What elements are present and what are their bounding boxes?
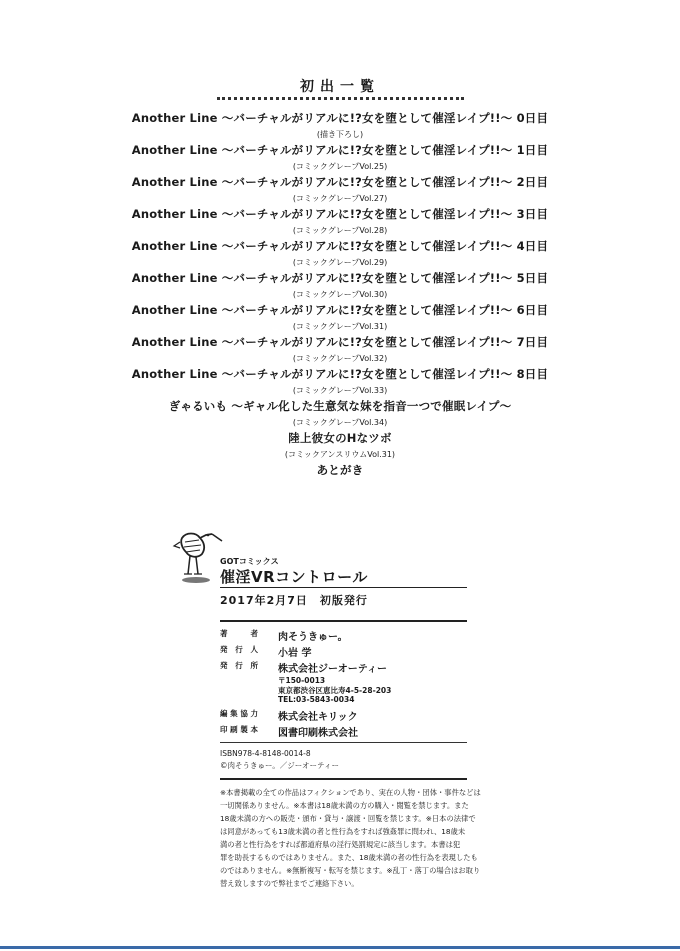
editing-label: 編集協力: [220, 709, 258, 718]
entry-title: Another Line ～バーチャルがリアルに!?女を堕として催淫レイプ!!～ 6日目: [131, 303, 549, 317]
contents-entry: [0, 366, 680, 396]
entry-title: Another Line ～バーチャルがリアルに!?女を堕として催淫レイプ!!～ 2日目: [131, 175, 549, 189]
entry-source: (コミックグレープVol.28): [292, 226, 388, 235]
book-title: 催淫VRコントロール: [220, 568, 368, 586]
imprint-label: GOTコミックス: [220, 557, 279, 566]
dotted-divider: [217, 97, 464, 100]
notice-line: 満の者と性行為をすれば都道府県の淫行処罰規定に該当します。本書は犯: [220, 840, 461, 849]
entry-source: (描き下ろし): [316, 130, 364, 139]
page-bottom-edge: [0, 946, 680, 949]
entry-source: (コミックグレープVol.27): [292, 194, 388, 203]
legal-notice: [220, 786, 481, 890]
publisher-person-value: 小岩 学: [278, 648, 312, 659]
publisher-bird-logo: [172, 524, 224, 586]
contents-entry: [0, 430, 680, 460]
entry-source: (コミックグレープVol.29): [292, 258, 388, 267]
entry-source: (コミックアンスリウムVol.31): [284, 450, 396, 459]
postal-code: 〒150-0013: [278, 676, 326, 685]
contents-entry: [0, 398, 680, 428]
copyright: ©肉そうきゅー。／ジーオーティー: [220, 761, 339, 770]
entry-source: (コミックグレープVol.31): [292, 322, 388, 331]
author-value: 肉そうきゅー。: [278, 632, 348, 643]
colophon-mid-rule: [220, 742, 467, 743]
entry-source: (コミックグレープVol.34): [292, 418, 388, 427]
entry-source: (コミックグレープVol.33): [292, 386, 388, 395]
notice-line: は同意があっても13歳未満の者と性行為をすれば強姦罪に問われ、18歳未: [220, 827, 466, 836]
contents-list-title: 初出一覧: [300, 79, 380, 95]
entry-source: (コミックグレープVol.25): [292, 162, 388, 171]
editing-value: 株式会社キリック: [278, 712, 358, 723]
notice-line: のではありません。※無断複写・転写を禁じます。※乱丁・落丁の場合はお取り: [220, 866, 481, 875]
entry-title: Another Line ～バーチャルがリアルに!?女を堕として催淫レイプ!!～ 8日目: [131, 367, 549, 381]
entry-title: ぎゃるいも ～ギャル化した生意気な妹を指音一つで催眠レイプ～: [168, 399, 512, 413]
publisher-person-label: 発 行 人: [220, 645, 258, 654]
phone: TEL:03-5843-0034: [278, 695, 355, 704]
notice-line: 替え致しますので弊社までご連絡下さい。: [220, 879, 359, 888]
entry-title: Another Line ～バーチャルがリアルに!?女を堕として催淫レイプ!!～ 3日目: [131, 207, 549, 221]
notice-line: ※本書掲載の全ての作品はフィクションであり、実在の人物・団体・事件などは: [220, 788, 481, 797]
contents-entry: [0, 174, 680, 204]
contents-entry: [0, 334, 680, 364]
contents-entry: [0, 270, 680, 300]
publisher-label: 発 行 所: [220, 661, 258, 670]
notice-line: 18歳未満の方への販売・頒布・貸与・譲渡・回覧を禁じます。※日本の法律で: [220, 814, 476, 823]
contents-entry: [0, 110, 680, 140]
contents-entry: [0, 462, 680, 478]
entry-title: Another Line ～バーチャルがリアルに!?女を堕として催淫レイプ!!～ 4日目: [131, 239, 549, 253]
entry-title: あとがき: [316, 463, 364, 477]
entry-title: Another Line ～バーチャルがリアルに!?女を堕として催淫レイプ!!～ 5日目: [131, 271, 549, 285]
publisher-value: 株式会社ジーオーティー: [278, 664, 387, 675]
entry-title: Another Line ～バーチャルがリアルに!?女を堕として催淫レイプ!!～ 7日目: [131, 335, 549, 349]
notice-top-rule: [220, 778, 467, 780]
entry-source: (コミックグレープVol.32): [292, 354, 388, 363]
isbn: ISBN978-4-8148-0014-8: [220, 749, 311, 758]
entry-source: (コミックグレープVol.30): [292, 290, 388, 299]
address: 東京都渋谷区恵比寿4-5-28-203: [278, 686, 392, 695]
printing-value: 図書印刷株式会社: [278, 728, 358, 739]
contents-entry: [0, 206, 680, 236]
notice-line: 一切関係ありません。※本書は18歳未満の方の購入・閲覧を禁じます。また: [220, 801, 469, 810]
colophon-top-rule: [220, 620, 467, 622]
entry-title: 陸上彼女のHなツボ: [288, 431, 392, 445]
contents-entry: [0, 238, 680, 268]
contents-entry: [0, 302, 680, 332]
entry-title: Another Line ～バーチャルがリアルに!?女を堕として催淫レイプ!!～ 0日目: [131, 111, 549, 125]
contents-entry: [0, 142, 680, 172]
notice-line: 罪を助長するものではありません。また、18歳未満の者の性行為を表現したも: [220, 853, 478, 862]
printing-label: 印刷製本: [220, 725, 258, 734]
publication-date: 2017年2月7日 初版発行: [220, 594, 368, 607]
entry-title: Another Line ～バーチャルがリアルに!?女を堕として催淫レイプ!!～ 1日目: [131, 143, 549, 157]
title-underline: [220, 587, 467, 588]
author-label: 著 者: [220, 629, 258, 638]
